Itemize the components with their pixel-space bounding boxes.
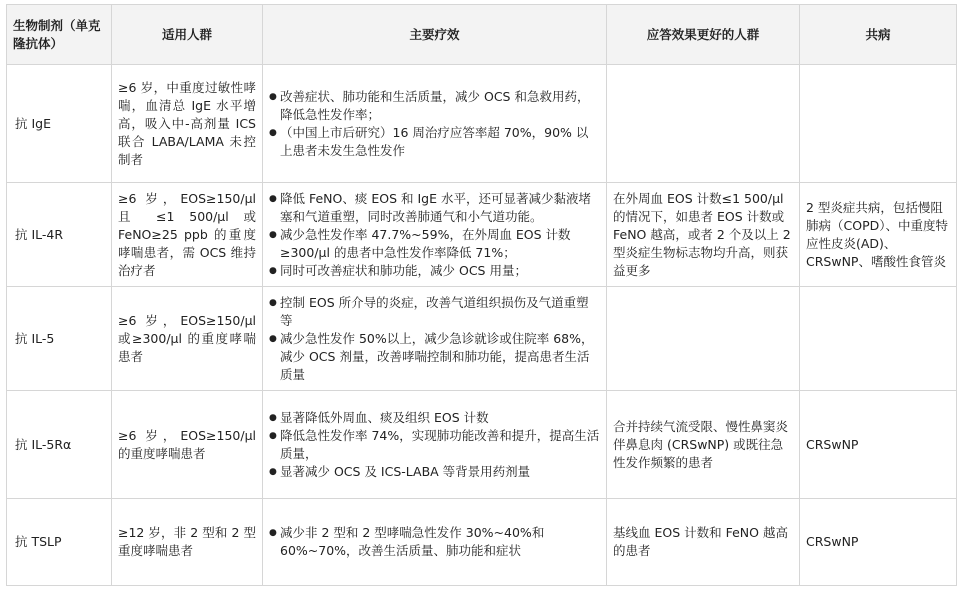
efficacy-item: ● 同时可改善症状和肺功能，减少 OCS 用量； xyxy=(269,262,600,280)
population-cell: ≥6 岁，EOS≥150/μl 或≥300/μl 的重度哮喘患者 xyxy=(112,287,263,391)
header-population: 适用人群 xyxy=(112,5,263,65)
better-responders-cell: 在外周血 EOS 计数≤1 500/μl 的情况下，如患者 EOS 计数或 FeNO 越高，或者 2 个及以上 2 型炎症生物标志物均升高，则获益更多 xyxy=(607,183,800,287)
drug-cell: 抗 IL-5 xyxy=(7,287,112,391)
table-header xyxy=(7,5,957,65)
better-responders-cell xyxy=(607,65,800,183)
table-row xyxy=(7,391,957,499)
population-cell: ≥12 岁，非 2 型和 2 型重度哮喘患者 xyxy=(112,499,263,586)
efficacy-item: ● 显著减少 OCS 及 ICS-LABA 等背景用药剂量 xyxy=(269,463,600,481)
efficacy-item: ● 减少急性发作率 47.7%~59%，在外周血 EOS 计数≥300/μl 的患者中急性发作率降低 71%； xyxy=(269,226,600,262)
efficacy-item: ● 减少急性发作 50%以上，减少急诊就诊或住院率 68%，减少 OCS 剂量，改善哮喘控制和肺功能，提高患者生活质量 xyxy=(269,330,600,384)
table-row xyxy=(7,183,957,287)
efficacy-item: ● 改善症状、肺功能和生活质量，减少 OCS 和急救用药，降低急性发作率； xyxy=(269,88,600,124)
header-efficacy: 主要疗效 xyxy=(263,5,607,65)
efficacy-item: ● 减少非 2 型和 2 型哮喘急性发作 30%~40%和 60%~70%，改善生活质量、肺功能和症状 xyxy=(269,524,600,560)
efficacy-item: ● （中国上市后研究）16 周治疗应答率超 70%，90% 以上患者未发生急性发作 xyxy=(269,124,600,160)
efficacy-cell xyxy=(263,391,607,499)
efficacy-item: ● 显著降低外周血、痰及组织 EOS 计数 xyxy=(269,409,600,427)
comorbidity-cell: 2 型炎症共病，包括慢阻肺病（COPD）、中重度特应性皮炎(AD)、CRSwNP、嗜酸性食管炎 xyxy=(800,183,957,287)
better-responders-cell xyxy=(607,287,800,391)
comorbidity-cell xyxy=(800,287,957,391)
drug-cell: 抗 IL-5Rα xyxy=(7,391,112,499)
population-cell: ≥6 岁，中重度过敏性哮喘，血清总 IgE 水平增高，吸入中-高剂量 ICS 联合 LABA/LAMA 未控制者 xyxy=(112,65,263,183)
population-cell: ≥6 岁，EOS≥150/μl 的重度哮喘患者 xyxy=(112,391,263,499)
comorbidity-cell: CRSwNP xyxy=(800,499,957,586)
comorbidity-cell xyxy=(800,65,957,183)
efficacy-item: ● 降低 FeNO、痰 EOS 和 IgE 水平，还可显著减少黏液堵塞和气道重塑，同时改善肺通气和小气道功能。 xyxy=(269,190,600,226)
header-better-responders: 应答效果更好的人群 xyxy=(607,5,800,65)
better-responders-cell: 合并持续气流受限、慢性鼻窦炎伴鼻息肉 (CRSwNP) 或既往急性发作频繁的患者 xyxy=(607,391,800,499)
efficacy-cell xyxy=(263,287,607,391)
table-row xyxy=(7,287,957,391)
drug-cell: 抗 TSLP xyxy=(7,499,112,586)
efficacy-item: ● 降低急性发作率 74%，实现肺功能改善和提升，提高生活质量， xyxy=(269,427,600,463)
table-row xyxy=(7,499,957,586)
efficacy-cell xyxy=(263,183,607,287)
population-cell: ≥6 岁，EOS≥150/μl 且 ≤1 500/μl 或 FeNO≥25 ppb 的重度哮喘患者，需 OCS 维持治疗者 xyxy=(112,183,263,287)
efficacy-item: ● 控制 EOS 所介导的炎症，改善气道组织损伤及气道重塑等 xyxy=(269,294,600,330)
biologics-table xyxy=(6,4,957,586)
efficacy-cell xyxy=(263,65,607,183)
better-responders-cell: 基线血 EOS 计数和 FeNO 越高的患者 xyxy=(607,499,800,586)
header-comorbidity: 共病 xyxy=(800,5,957,65)
efficacy-cell xyxy=(263,499,607,586)
table-row xyxy=(7,65,957,183)
comorbidity-cell: CRSwNP xyxy=(800,391,957,499)
drug-cell: 抗 IgE xyxy=(7,65,112,183)
header-drug: 生物制剂（单克隆抗体） xyxy=(7,5,112,65)
drug-cell: 抗 IL-4R xyxy=(7,183,112,287)
